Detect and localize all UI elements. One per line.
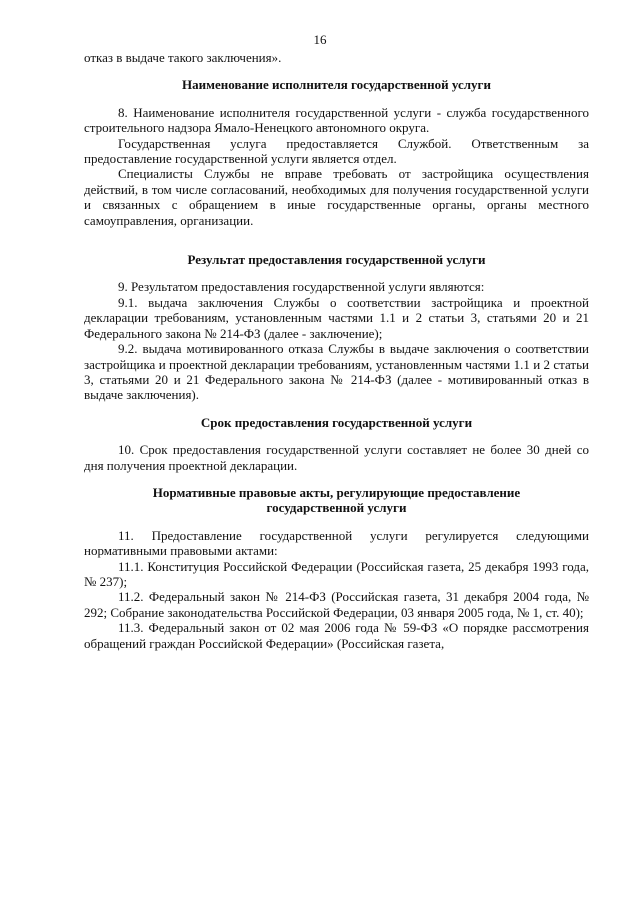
paragraph-9-1: 9.1. выдача заключения Службы о соответствии застройщика и проектной декларации требованиям, установленным частями 1.1 и 2 статьи 3, статьями 20 и 21 Федерального закона № 214-ФЗ (далее - заключение); — [84, 294, 589, 341]
section-heading-term: Срок предоставления государственной услуги — [200, 414, 473, 430]
paragraph-8-responsible: Государственная услуга предоставляется Службой. Ответственным за предоставление государственной услуги является отдел. — [84, 135, 589, 167]
paragraph-10: 10. Срок предоставления государственной услуги составляет не более 30 дней со дня получения проектной декларации. — [84, 442, 589, 473]
paragraph-11-3: 11.3. Федеральный закон от 02 мая 2006 года № 59-ФЗ «О порядке рассмотрения обращений граждан Российской Федерации» (Российская газета, — [84, 620, 589, 651]
paragraph-11: 11. Предоставление государственной услуги регулируется следующими нормативными правовыми актами: — [84, 527, 589, 559]
paragraph-11-2: 11.2. Федеральный закон № 214-ФЗ (Российская газета, 31 декабря 2004 года, № 292; Собрание законодательства Российской Федерации, 03 января 2005 года, № 1, ст. 40); — [84, 589, 589, 620]
paragraph-8: 8. Наименование исполнителя государственной услуги - служба государственного строительного надзора Ямало-Ненецкого автономного округа. — [84, 104, 589, 136]
intro-line: отказ в выдаче такого заключения». — [84, 50, 282, 65]
paragraph-8-specialists: Специалисты Службы не вправе требовать от застройщика осуществления действий, в том числе согласований, необходимых для получения государственной услуги и связанных с обращением в иные государственные органы, органы местного самоуправления, организации. — [84, 166, 589, 228]
section-heading-acts-line1: Нормативные правовые акты, регулирующие предоставление — [152, 484, 521, 500]
page-number: 16 — [313, 32, 327, 47]
paragraph-11-1: 11.1. Конституция Российской Федерации (Российская газета, 25 декабря 1993 года, № 237); — [84, 558, 589, 589]
document-body — [84, 50, 589, 651]
paragraph-9-2: 9.2. выдача мотивированного отказа Службы в выдаче заключения о соответствии застройщика и проектной декларации требованиям, установленным частями 1.1 и 2 статьи 3, статьями 20 и 21 Федерального закона № 214-ФЗ (далее - мотивированный отказ в выдаче заключения). — [84, 341, 589, 403]
section-heading-acts-line2: государственной услуги — [266, 500, 407, 516]
section-heading-result: Результат предоставления государственной услуги — [187, 252, 486, 268]
section-heading-executor: Наименование исполнителя государственной услуги — [182, 77, 491, 93]
paragraph-9: 9. Результатом предоставления государственной услуги являются: — [118, 279, 485, 295]
section-heading-acts — [84, 485, 589, 516]
